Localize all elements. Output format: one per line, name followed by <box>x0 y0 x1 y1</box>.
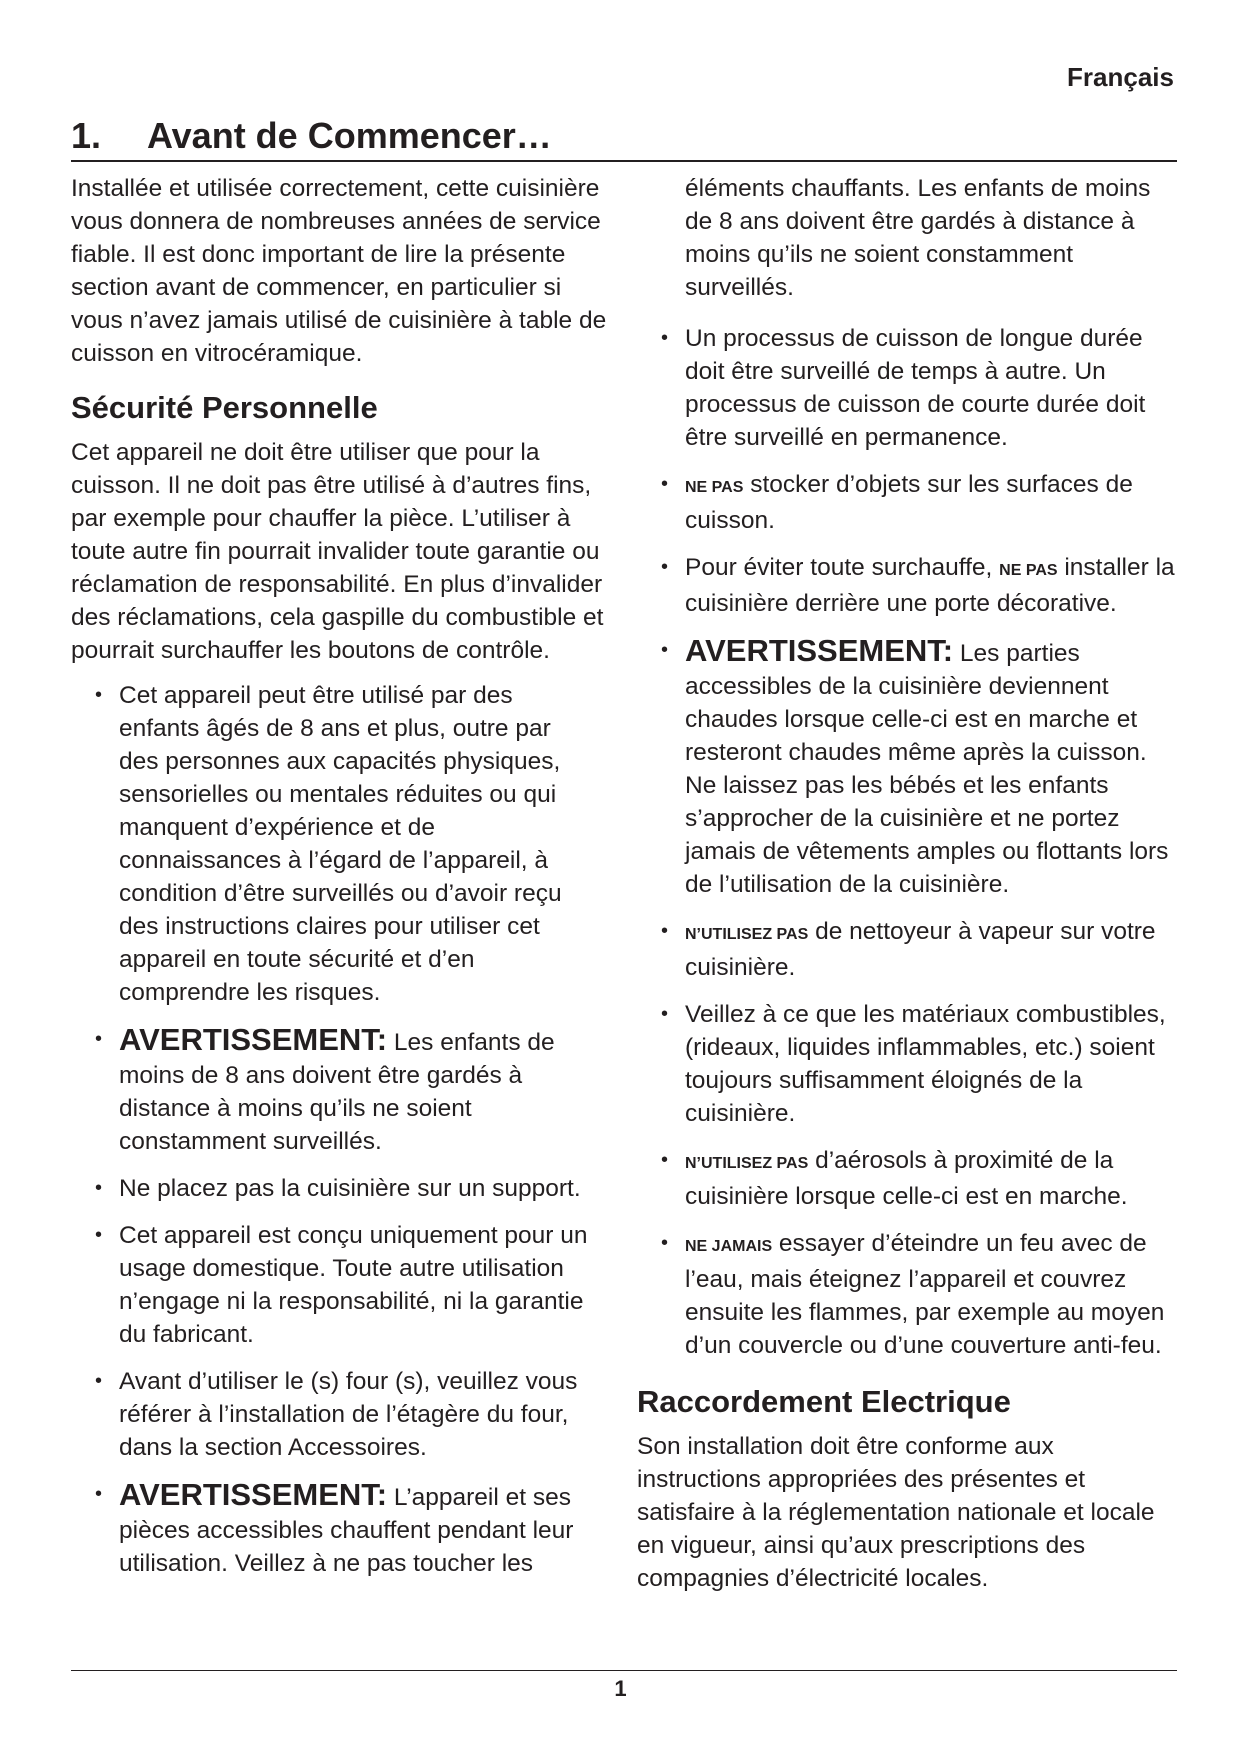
bullet-text: Un processus de cuisson de longue durée doit être surveillé de temps à autre. Un processus de cuisson de courte durée doit être surveillé en permanence. <box>685 325 1146 451</box>
list-item <box>637 1144 1182 1213</box>
bullet-text: de nettoyeur à vapeur sur votre cuisinière. <box>685 918 1156 981</box>
emphasis-caps: NE PAS <box>685 479 744 496</box>
list-item <box>71 1478 616 1580</box>
left-column <box>71 172 616 1580</box>
list-item <box>637 634 1182 901</box>
bullet-text: stocker d’objets sur les surfaces de cuisson. <box>685 471 1133 534</box>
bullet-text: installer la cuisinière derrière une porte décorative. <box>685 554 1175 617</box>
bullet-text: Ne placez pas la cuisinière sur un support. <box>119 1175 581 1202</box>
emphasis-caps: N’UTILISEZ PAS <box>685 926 809 943</box>
chapter-heading <box>71 112 1177 162</box>
safety-bullet-list <box>71 679 616 1580</box>
list-item <box>71 679 616 1009</box>
bullet-text: Les enfants de moins de 8 ans doivent être gardés à distance à moins qu’ils ne soient constamment surveillés. <box>119 1029 555 1155</box>
list-item <box>637 915 1182 984</box>
bullet-text: L’appareil et ses pièces accessibles chauffent pendant leur utilisation. Veillez à ne pas toucher les <box>119 1484 574 1577</box>
list-item <box>637 1227 1182 1362</box>
safety-heading: Sécurité Personnelle <box>71 390 378 425</box>
right-column <box>637 172 1182 1595</box>
list-item <box>71 1023 616 1158</box>
warning-label: AVERTISSEMENT: <box>685 633 954 668</box>
emphasis-caps: NE JAMAIS <box>685 1238 773 1255</box>
list-item <box>637 551 1182 620</box>
list-item <box>71 1172 616 1205</box>
electrical-heading: Raccordement Electrique <box>637 1384 1011 1419</box>
footer-divider <box>71 1670 1177 1671</box>
bullet-text: Pour éviter toute surchauffe, <box>685 554 1000 581</box>
language-label: Français <box>1067 62 1174 92</box>
page-number: 1 <box>614 1676 627 1701</box>
bullet-text: d’aérosols à proximité de la cuisinière lorsque celle-ci est en marche. <box>685 1147 1128 1210</box>
intro-paragraph: Installée et utilisée correctement, cette cuisinière vous donnera de nombreuses années de service fiable. Il est donc important de lire la présente section avant de commencer, en particulier si vous n’avez jamais utilisé de cuisinière à table de cuisson en vitrocéramique. <box>71 175 607 367</box>
safety-paragraph: Cet appareil ne doit être utiliser que pour la cuisson. Il ne doit pas être utilisé à d’autres fins, par exemple pour chauffer la pièce. L’utiliser à toute autre fin pourrait invalider toute garantie ou réclamation de responsabilité. En plus d’invalider des réclamations, cela gaspille du combustible et pourrait surchauffer les boutons de contrôle. <box>71 439 604 664</box>
list-item <box>637 322 1182 454</box>
chapter-number: 1. <box>71 115 102 156</box>
warning-label: AVERTISSEMENT: <box>119 1022 388 1057</box>
bullet-text: Les parties accessibles de la cuisinière deviennent chaudes lorsque celle-ci est en marche et resteront chaudes même après la cuisson. Ne laissez pas les bébés et les enfants s’approcher de la cuisinière et ne portez jamais de vêtements amples ou flottants lors de l’utilisation de la cuisinière. <box>685 640 1169 898</box>
bullet-text: Cet appareil est conçu uniquement pour un usage domestique. Toute autre utilisation n’engage ni la responsabilité, ni la garantie du fabricant. <box>119 1222 588 1348</box>
emphasis-caps: N’UTILISEZ PAS <box>685 1155 809 1172</box>
emphasis-caps: NE PAS <box>999 562 1058 579</box>
bullet-text: Cet appareil peut être utilisé par des enfants âgés de 8 ans et plus, outre par des personnes aux capacités physiques, sensorielles ou mentales réduites ou qui manquent d’expérience et de connaissances à l’égard de l’appareil, à condition d’être surveillés ou d’avoir reçu des instructions claires pour utiliser cet appareil en toute sécurité et d’en comprendre les risques. <box>119 682 562 1006</box>
right-bullet-list <box>637 322 1182 1362</box>
electrical-paragraph: Son installation doit être conforme aux instructions appropriées des présentes et satisfaire à la réglementation nationale et locale en vigueur, ainsi qu’aux prescriptions des compagnies d’électricité locales. <box>637 1433 1155 1592</box>
list-item <box>71 1219 616 1351</box>
bullet-text: essayer d’éteindre un feu avec de l’eau, mais éteignez l’appareil et couvrez ensuite les flammes, par exemple au moyen d’un couvercle ou d’une couverture anti-feu. <box>685 1230 1165 1359</box>
list-item <box>71 1365 616 1464</box>
bullet-text: Veillez à ce que les matériaux combustibles, (rideaux, liquides inflammables, etc.) soient toujours suffisamment éloignés de la cuisinière. <box>685 1001 1166 1127</box>
continued-paragraph: éléments chauffants. Les enfants de moins de 8 ans doivent être gardés à distance à moins qu’ils ne soient constamment surveillés. <box>685 175 1151 301</box>
list-item <box>637 468 1182 537</box>
warning-label: AVERTISSEMENT: <box>119 1477 388 1512</box>
bullet-text: Avant d’utiliser le (s) four (s), veuillez vous référer à l’installation de l’étagère du four, dans la section Accessoires. <box>119 1368 578 1461</box>
list-item <box>637 998 1182 1130</box>
chapter-title: Avant de Commencer… <box>147 115 552 156</box>
